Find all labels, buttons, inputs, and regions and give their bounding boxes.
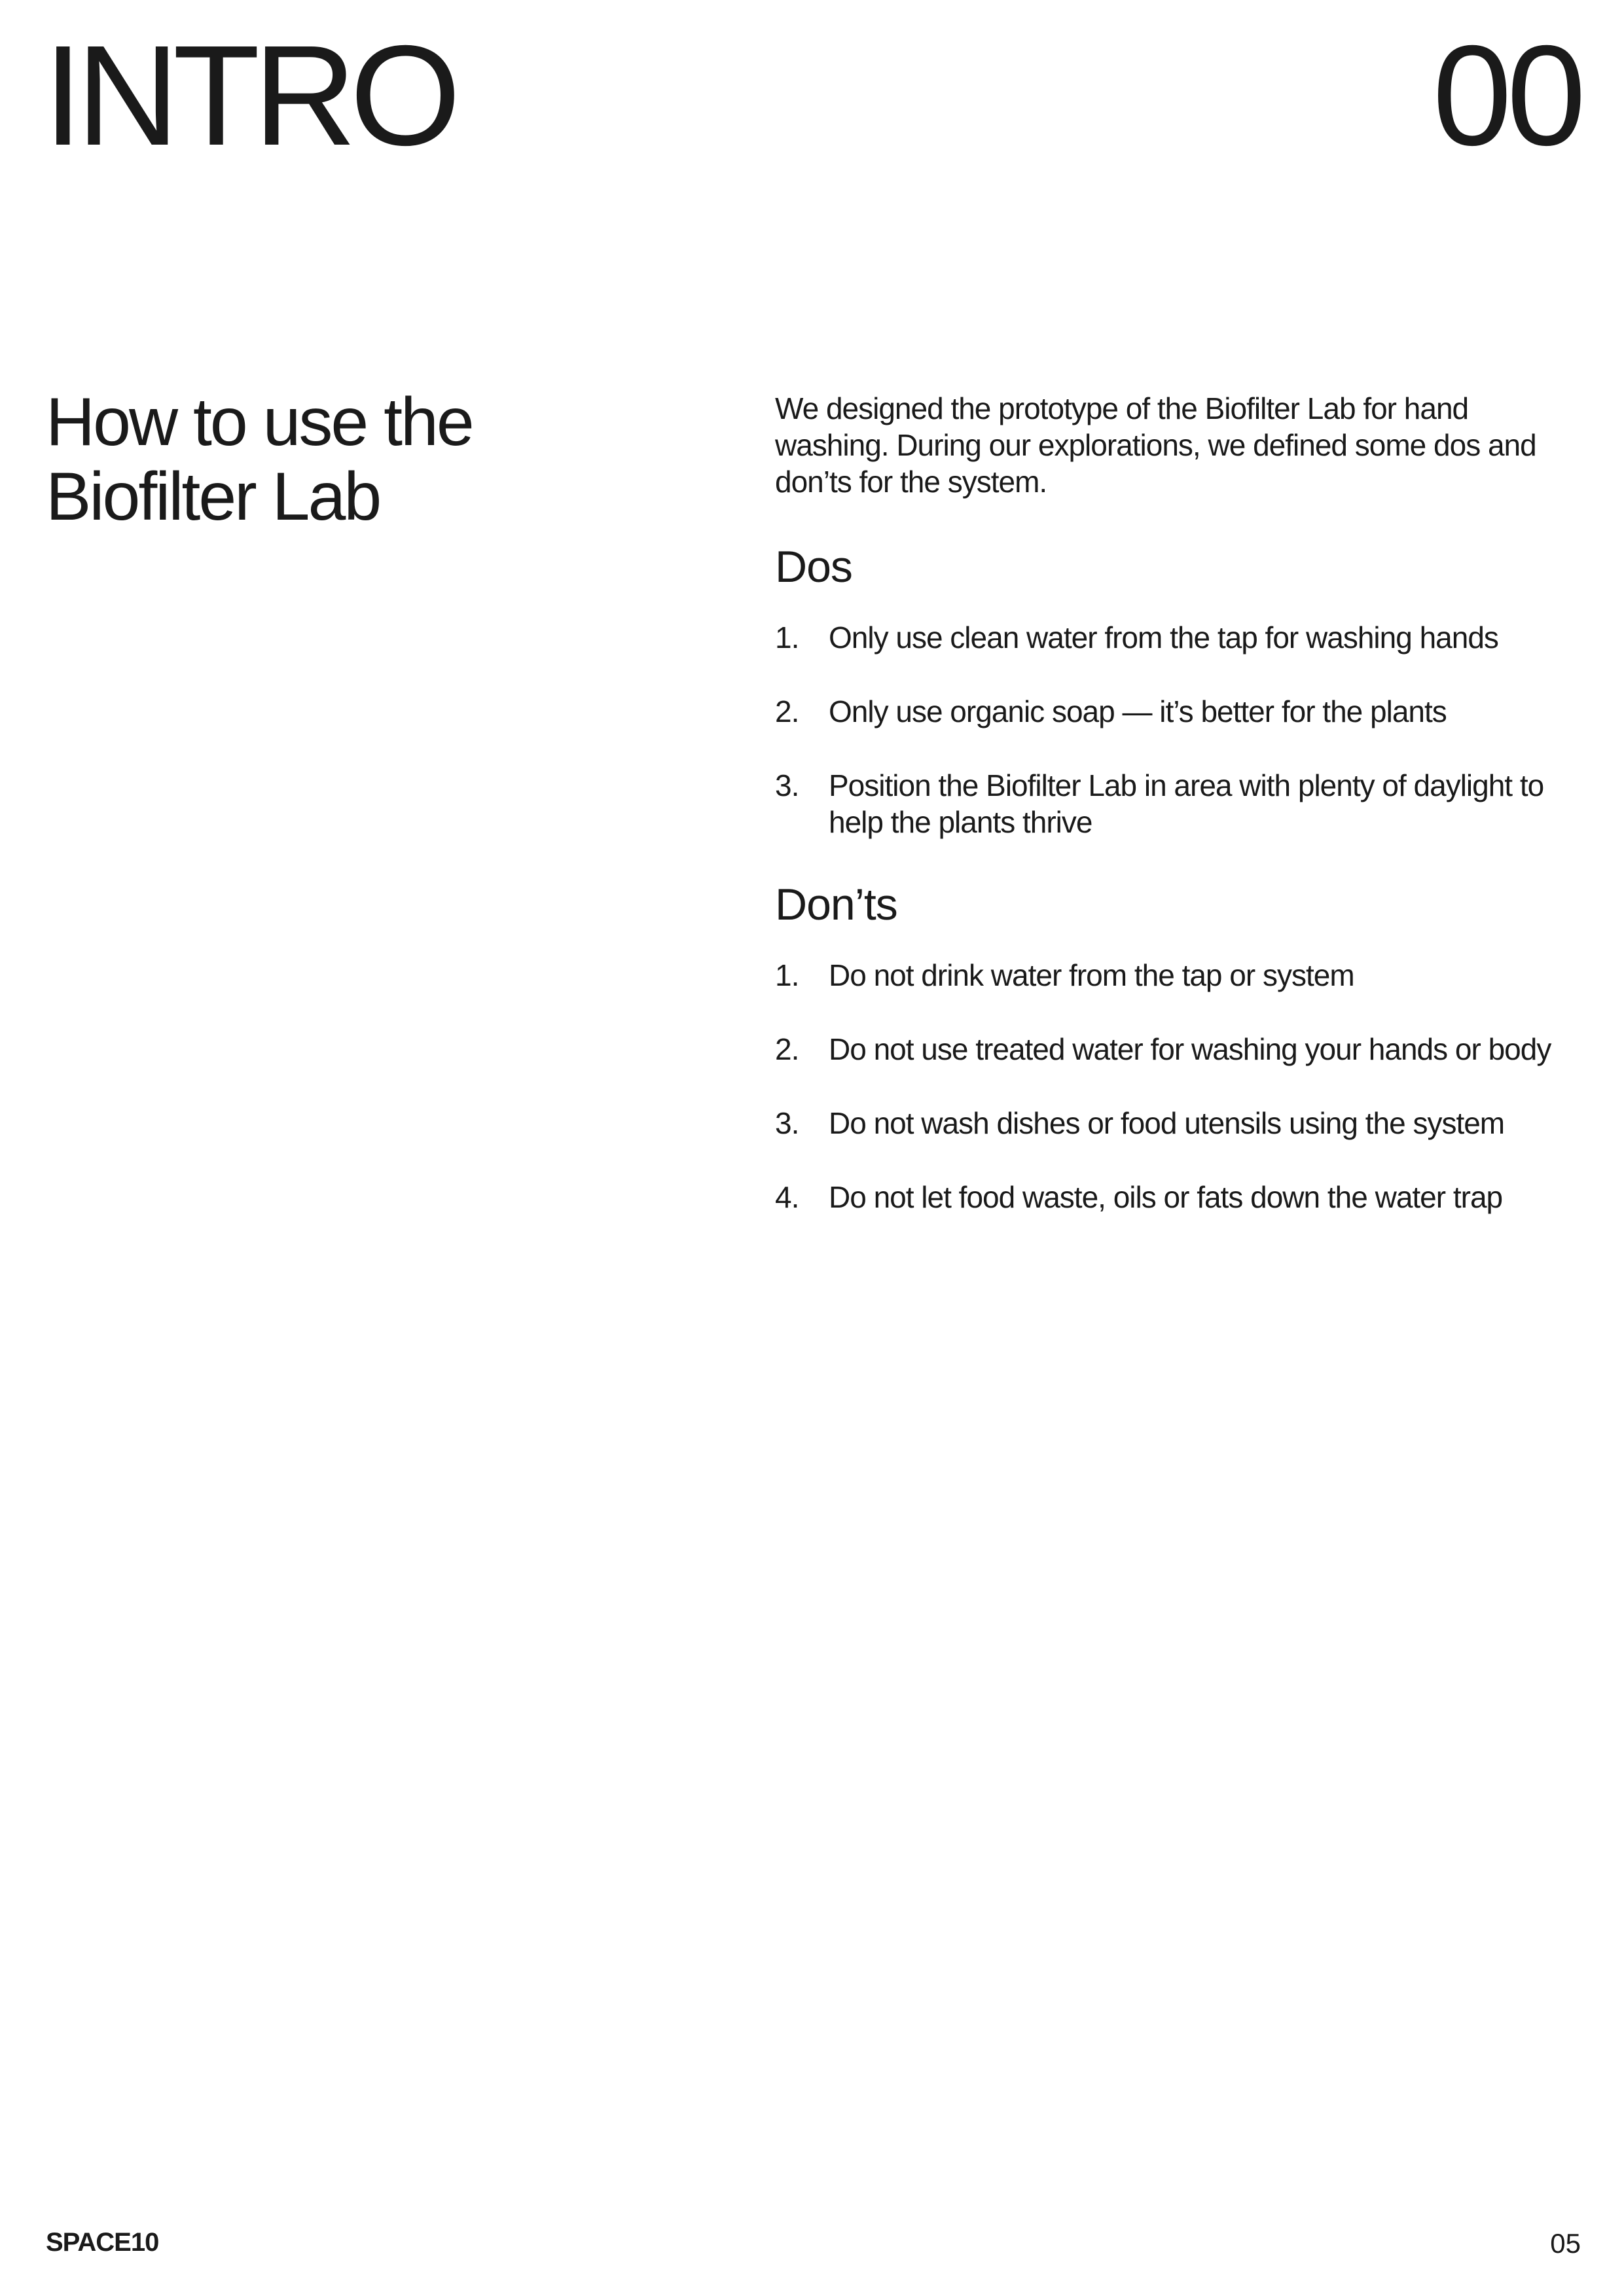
dos-item-text: Position the Biofilter Lab in area with plenty of daylight to help the plants thrive xyxy=(829,768,1544,839)
content-column xyxy=(775,390,1587,1215)
donts-item-number: 1. xyxy=(775,958,799,992)
dos-item-number: 3. xyxy=(775,768,799,802)
donts-item-text: Do not wash dishes or food utensils using the system xyxy=(829,1106,1505,1140)
dos-item-text: Only use clean water from the tap for washing hands xyxy=(829,620,1498,655)
dos-item-number: 2. xyxy=(775,694,799,728)
donts-item xyxy=(775,1179,1587,1215)
dos-item xyxy=(775,693,1587,730)
donts-item-number: 2. xyxy=(775,1032,799,1066)
dos-item xyxy=(775,619,1587,656)
intro-paragraph: We designed the prototype of the Biofilter Lab for hand washing. During our explorations, we defined some dos and don’ts for the system. xyxy=(775,391,1536,499)
donts-item-number: 3. xyxy=(775,1106,799,1140)
section-number: 00 xyxy=(1432,16,1581,175)
dos-heading: Dos xyxy=(775,542,852,592)
dos-item-text: Only use organic soap — it’s better for the plants xyxy=(829,694,1447,728)
donts-item xyxy=(775,1105,1587,1141)
footer-brand-logo: SPACE10 xyxy=(46,2228,159,2257)
donts-heading: Don’ts xyxy=(775,880,897,929)
donts-list xyxy=(775,957,1587,1215)
page-heading: How to use the Biofilter Lab xyxy=(46,384,473,535)
donts-item-text: Do not let food waste, oils or fats down the water trap xyxy=(829,1180,1503,1214)
donts-item xyxy=(775,957,1587,994)
donts-item-number: 4. xyxy=(775,1180,799,1214)
dos-item-number: 1. xyxy=(775,620,799,655)
page-number: 05 xyxy=(1550,2228,1581,2259)
dos-list xyxy=(775,619,1587,840)
section-title: INTRO xyxy=(43,16,455,175)
donts-item-text: Do not use treated water for washing your hands or body xyxy=(829,1032,1551,1066)
dos-item xyxy=(775,767,1587,840)
donts-item-text: Do not drink water from the tap or system xyxy=(829,958,1354,992)
donts-item xyxy=(775,1031,1587,1067)
